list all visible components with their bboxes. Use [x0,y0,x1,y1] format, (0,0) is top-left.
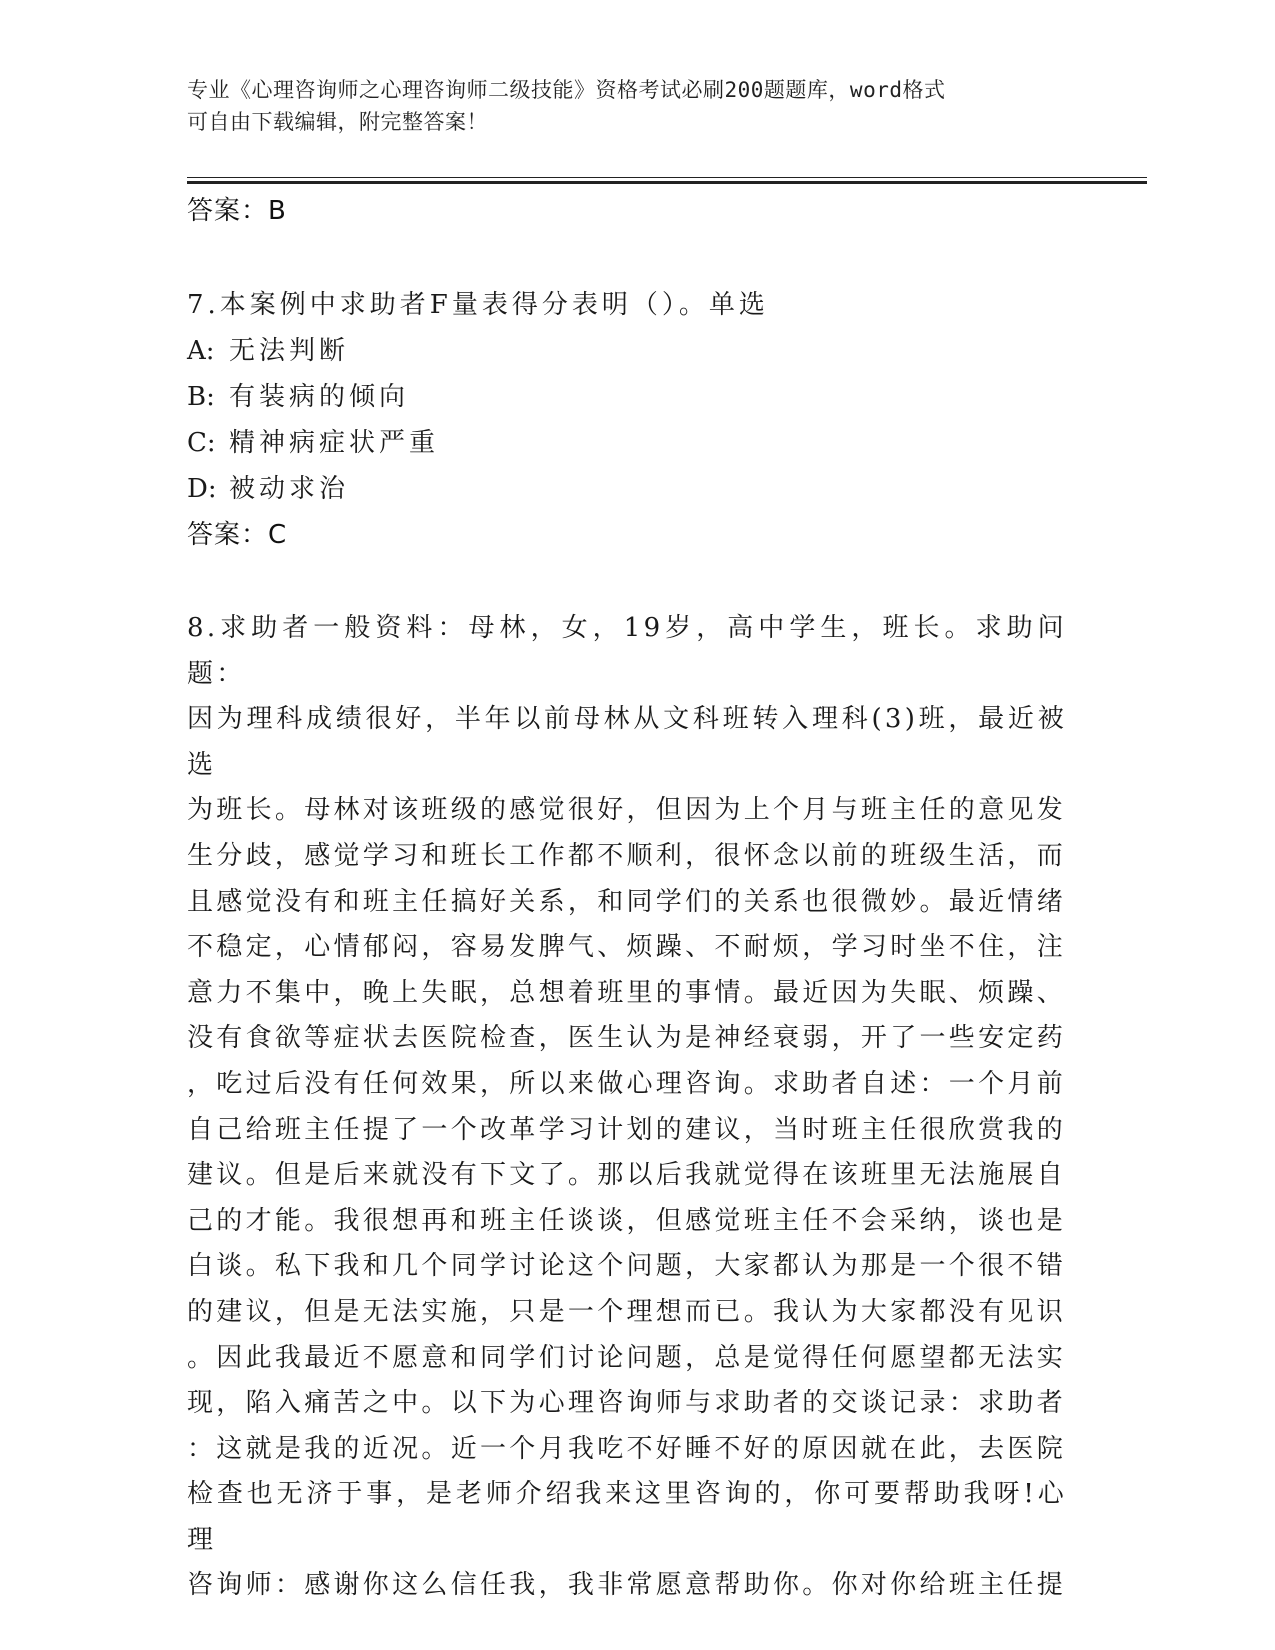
option-b [187,374,1067,420]
page-header [187,74,1067,138]
case-line: 且感觉没有和班主任搞好关系，和同学们的关系也很微妙。最近情绪 [187,886,1067,917]
header-divider-thin [187,177,1147,178]
case-line: 自己给班主任提了一个改革学习计划的建议，当时班主任很欣赏我的 [187,1114,1067,1145]
case-line: 为班长。母林对该班级的感觉很好，但因为上个月与班主任的意见发 [187,795,1067,826]
case-line: 8.求助者一般资料：母林，女，19岁，高中学生，班长。求助问题： [187,613,1067,689]
option-b-letter: B: [187,382,215,412]
case-line: ，吃过后没有任何效果，所以来做心理咨询。求助者自述：一个月前 [187,1068,1067,1099]
case-line: 因为理科成绩很好，半年以前母林从文科班转入理科(3)班，最近被选 [187,704,1067,780]
case-line: 。因此我最近不愿意和同学们讨论问题，总是觉得任何愿望都无法实 [187,1342,1067,1373]
option-a-text: 无法判断 [229,336,350,366]
case-line: ：这就是我的近况。近一个月我吃不好睡不好的原因就在此，去医院 [187,1433,1067,1464]
case-line: 没有食欲等症状去医院检查，医生认为是神经衰弱，开了一些安定药 [187,1023,1067,1054]
case-line: 意力不集中，晚上失眠，总想着班里的事情。最近因为失眠、烦躁、 [187,977,1067,1008]
option-d [187,466,1067,512]
option-c [187,420,1067,466]
question-7-stem: 7.本案例中求助者F量表得分表明（）。单选 [187,290,769,320]
option-d-text: 被动求治 [229,474,350,504]
option-a [187,328,1067,374]
question-8-case-text [187,606,1067,1609]
option-c-text: 精神病症状严重 [229,428,440,458]
case-line: 建议。但是后来就没有下文了。那以后我就觉得在该班里无法施展自 [187,1160,1067,1191]
option-b-text: 有装病的倾向 [229,382,410,412]
option-d-letter: D: [187,474,217,504]
option-c-letter: C: [187,428,216,458]
case-line: 现，陷入痛苦之中。以下为心理咨询师与求助者的交谈记录：求助者 [187,1388,1067,1419]
case-line: 的建议，但是无法实施，只是一个理想而已。我认为大家都没有见识 [187,1296,1067,1327]
header-line-1: 专业《心理咨询师之心理咨询师二级技能》资格考试必刷200题题库，word格式 [187,78,946,102]
case-line: 咨询师：感谢你这么信任我，我非常愿意帮助你。你对你给班主任提 [187,1570,1067,1601]
document-body [187,188,1067,1609]
answer-previous-question: 答案：B [187,196,287,226]
case-line: 己的才能。我很想再和班主任谈谈，但感觉班主任不会采纳，谈也是 [187,1205,1067,1236]
option-a-letter: A: [187,336,215,366]
case-line: 检查也无济于事，是老师介绍我来这里咨询的，你可要帮助我呀!心理 [187,1479,1067,1555]
header-divider-thick [187,181,1147,184]
case-line: 生分歧，感觉学习和班长工作都不顺利，很怀念以前的班级生活，而 [187,840,1067,871]
header-line-2: 可自由下载编辑，附完整答案！ [187,110,488,134]
case-line: 白谈。私下我和几个同学讨论这个问题，大家都认为那是一个很不错 [187,1251,1067,1282]
question-7-answer: 答案：C [187,520,288,550]
case-line: 不稳定，心情郁闷，容易发脾气、烦躁、不耐烦，学习时坐不住，注 [187,932,1067,963]
